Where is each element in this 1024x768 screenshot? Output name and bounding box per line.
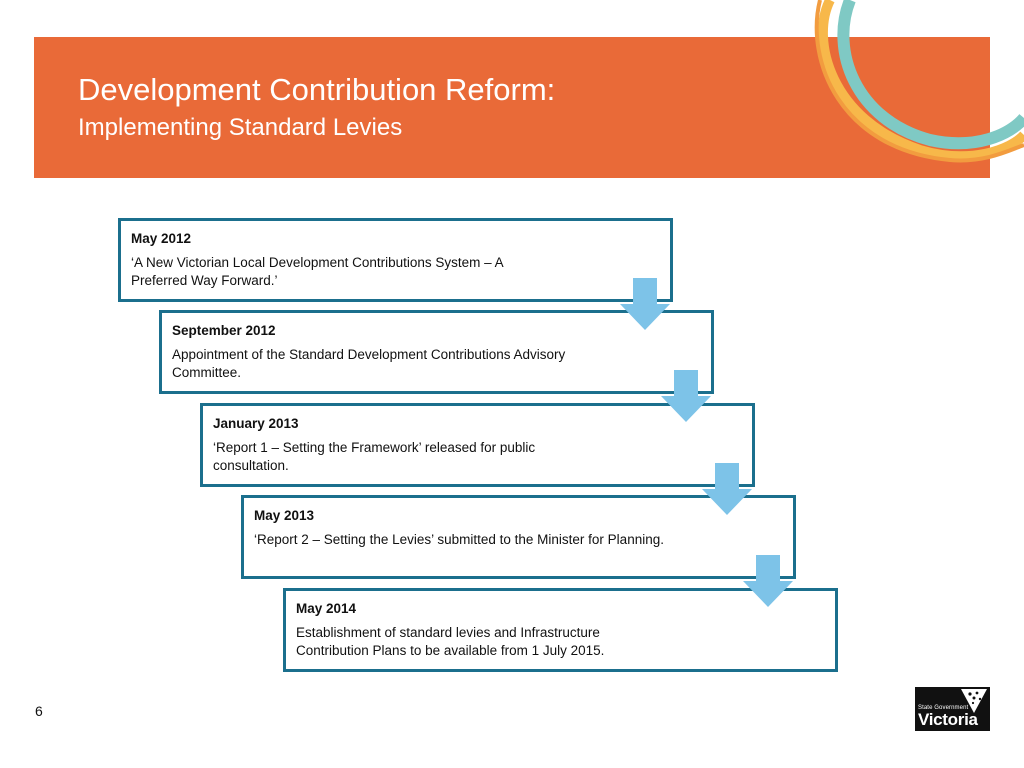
slide-title: Development Contribution Reform: (78, 72, 556, 107)
down-arrow-icon (743, 555, 793, 607)
step-text: Appointment of the Standard Development Contributions Advisory Committee. (172, 347, 566, 380)
step-text: ‘Report 2 – Setting the Levies’ submitted to the Minister for Planning. (254, 532, 664, 547)
step-text: ‘A New Victorian Local Development Contributions System – A Preferred Way Forward.’ (131, 255, 503, 288)
step-date: May 2012 (131, 231, 192, 246)
victoria-government-logo (915, 687, 990, 731)
step-date: May 2014 (296, 601, 357, 616)
timeline-step-1 (118, 218, 673, 302)
down-arrow-icon (702, 463, 752, 515)
page-number: 6 (35, 703, 43, 719)
step-text: Establishment of standard levies and Infrastructure Contribution Plans to be available from 1 July 2015. (296, 625, 605, 658)
down-arrow-icon (661, 370, 711, 422)
step-date: May 2013 (254, 508, 315, 523)
decorative-swoosh (770, 0, 1024, 180)
step-date: September 2012 (172, 323, 276, 338)
logo-line-1: State Government (918, 705, 969, 711)
step-text: ‘Report 1 – Setting the Framework’ released for public consultation. (213, 440, 536, 473)
step-date: January 2013 (213, 416, 299, 431)
slide-subtitle: Implementing Standard Levies (78, 114, 403, 141)
down-arrow-icon (620, 278, 670, 330)
logo-line-2: Victoria (918, 710, 978, 729)
